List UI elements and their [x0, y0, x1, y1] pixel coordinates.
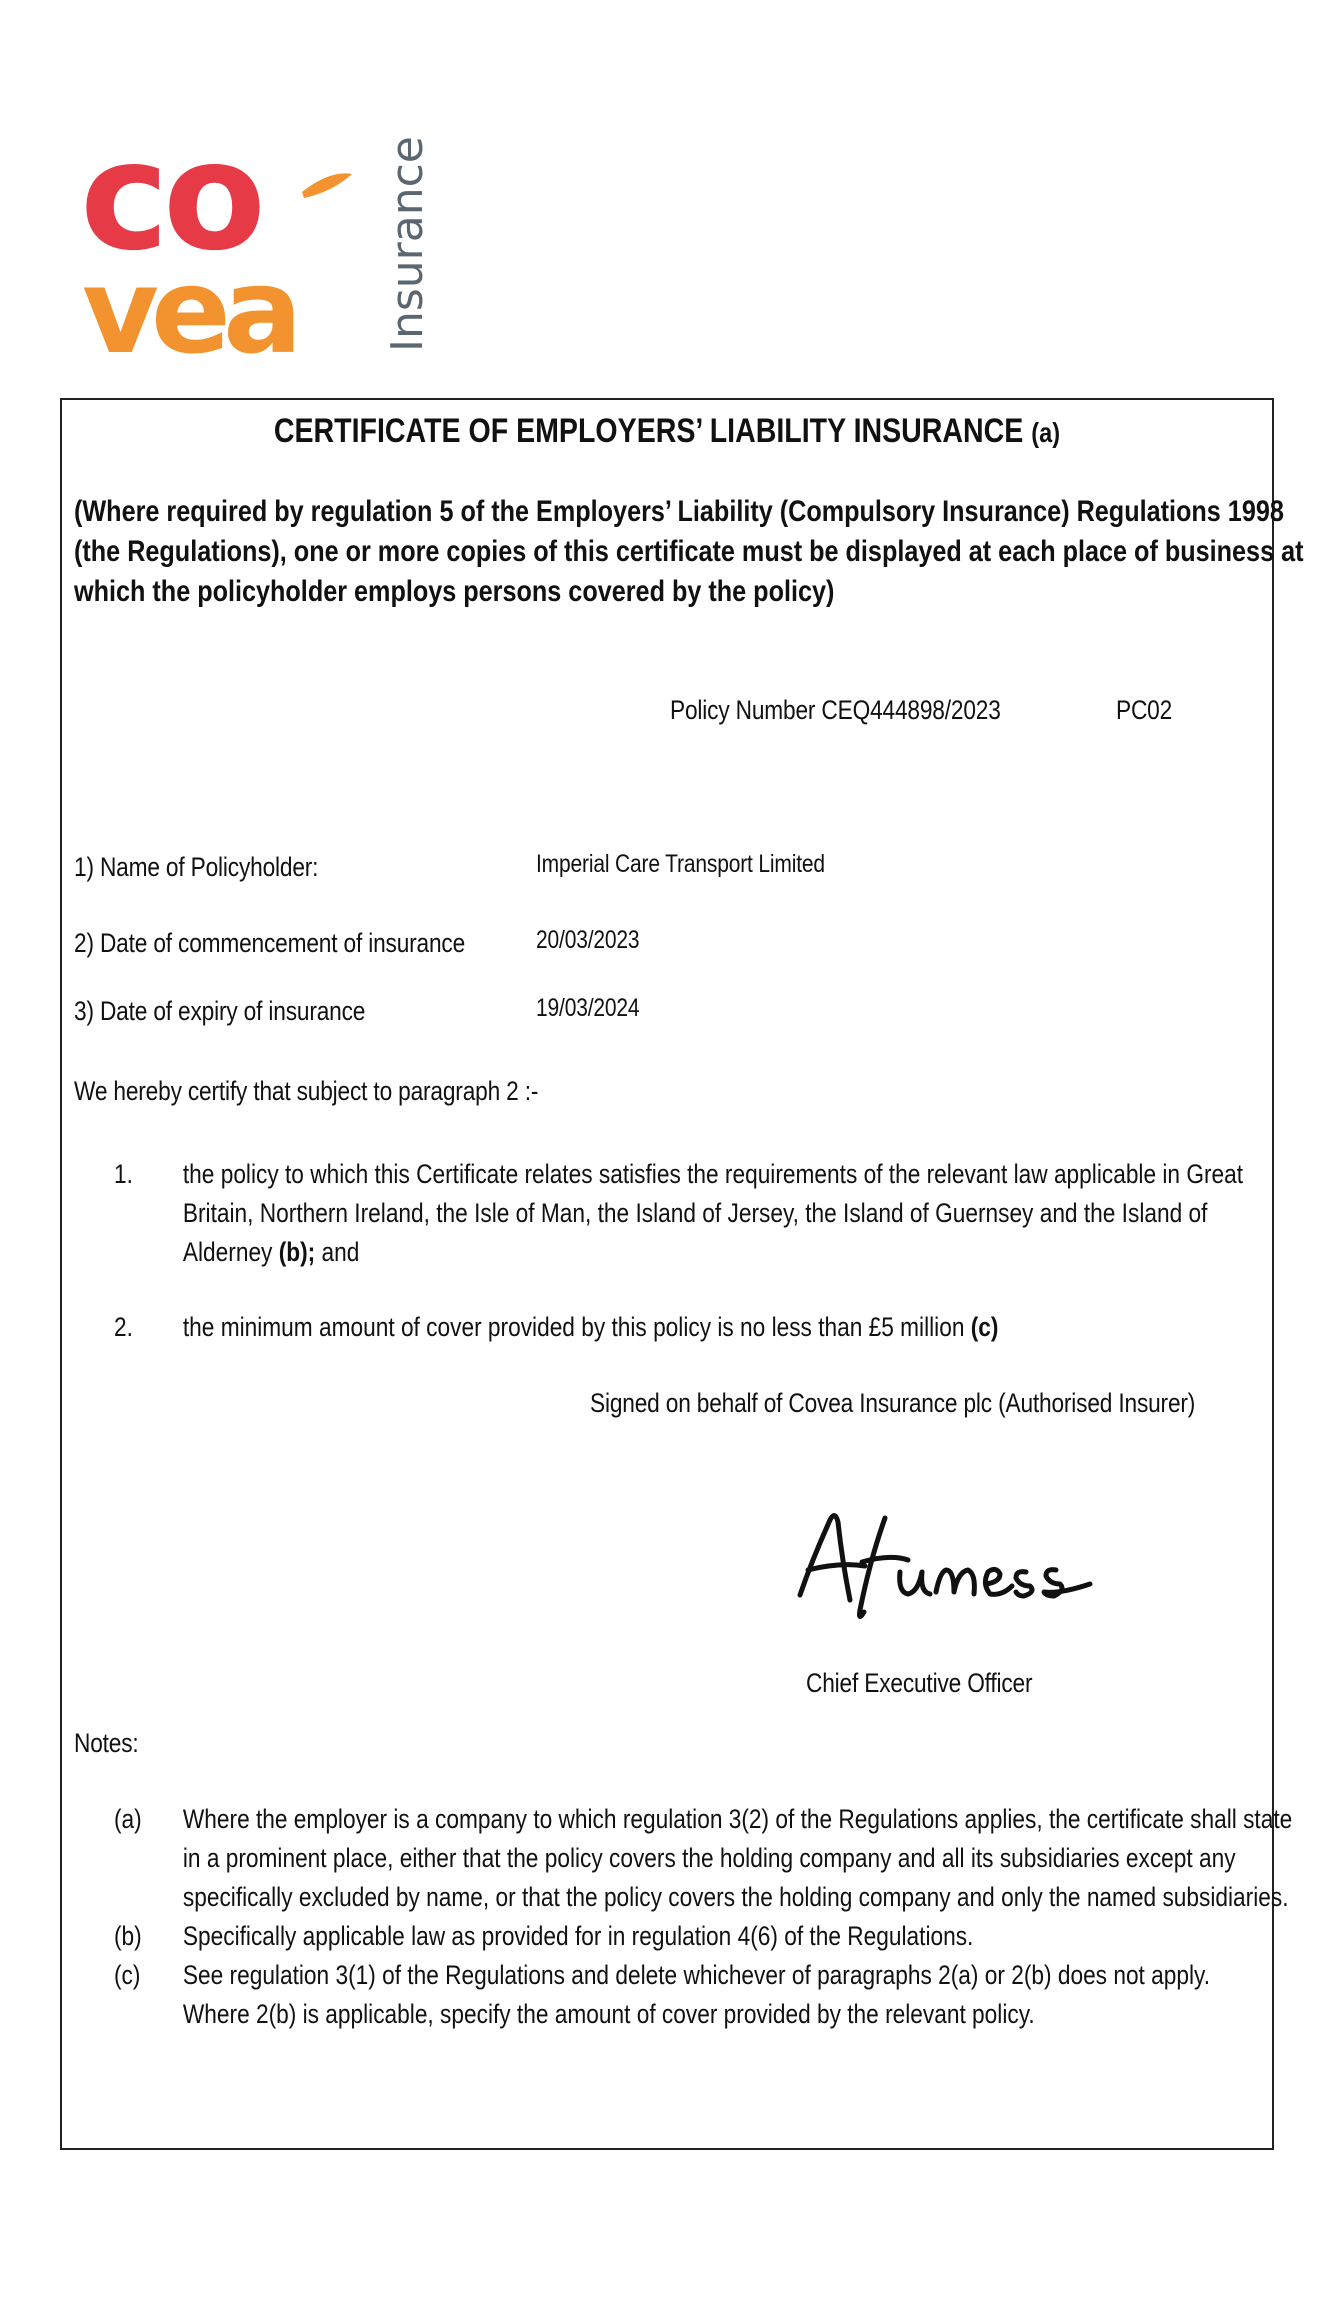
policy-number-label: Policy Number — [670, 695, 816, 725]
item-number: 2. — [114, 1312, 133, 1342]
item-line: Alderney (b); and — [182, 1237, 360, 1267]
item-line: the minimum amount of cover provided by this policy is no less than £5 million (c) — [182, 1312, 999, 1342]
covea-insurance-logo — [80, 130, 440, 360]
note-line: Where the employer is a company to which regulation 3(2) of the Regulations applies, the certificate shall state — [182, 1804, 1293, 1834]
notes-heading: Notes: — [74, 1728, 139, 1758]
certificate-frame — [60, 398, 1304, 2150]
item-line: the policy to which this Certificate relates satisfies the requirements of the relevant law applicable in Great — [182, 1159, 1244, 1189]
certificate-title — [62, 412, 1272, 451]
certify-statement: We hereby certify that subject to paragraph 2 :- — [74, 1076, 539, 1106]
field-label-policyholder: 1) Name of Policyholder: — [74, 852, 319, 882]
logo-accent-mark — [302, 173, 352, 198]
note-line: specifically excluded by name, or that the policy covers the holding company and only the named subsidiaries. — [182, 1882, 1289, 1912]
item-line: Britain, Northern Ireland, the Isle of Man, the Island of Jersey, the Island of Guernsey and the Island of — [182, 1198, 1208, 1228]
signed-on-behalf: Signed on behalf of Covea Insurance plc (Authorised Insurer) — [590, 1388, 1196, 1418]
intro-line: (Where required by regulation 5 of the Employers’ Liability (Compulsory Insurance) Regulations 1998 — [74, 495, 1284, 528]
logo-insurance-text: Insurance — [382, 136, 433, 352]
note-label: (b) — [114, 1921, 142, 1951]
logo-co-text: co — [80, 130, 260, 284]
field-value-commencement: 20/03/2023 — [536, 926, 640, 954]
note-line: See regulation 3(1) of the Regulations and delete whichever of paragraphs 2(a) or 2(b) does not apply. — [182, 1960, 1211, 1990]
signatory-title: Chief Executive Officer — [806, 1668, 1033, 1698]
field-label-expiry: 3) Date of expiry of insurance — [74, 996, 366, 1026]
item-number: 1. — [114, 1159, 133, 1189]
intro-line: (the Regulations), one or more copies of this certificate must be displayed at each place of business at — [74, 535, 1304, 568]
intro-line: which the policyholder employs persons covered by the policy) — [74, 575, 835, 608]
handwritten-signature — [790, 1500, 1120, 1630]
note-line: Specifically applicable law as provided for in regulation 4(6) of the Regulations. — [182, 1921, 974, 1951]
note-label: (c) — [114, 1960, 141, 1990]
logo-vea-text: vea — [82, 242, 295, 360]
note-line: Where 2(b) is applicable, specify the amount of cover provided by the relevant policy. — [182, 1999, 1035, 2029]
policy-number-row — [670, 695, 1001, 726]
note-label: (a) — [114, 1804, 142, 1834]
policy-code: PC02 — [1116, 695, 1173, 725]
policy-number-value: CEQ444898/2023 — [821, 695, 1001, 725]
field-value-expiry: 19/03/2024 — [536, 994, 640, 1022]
certificate-title-text: CERTIFICATE OF EMPLOYERS’ LIABILITY INSURANCE — [273, 412, 1024, 450]
field-label-commencement: 2) Date of commencement of insurance — [74, 928, 466, 958]
item-reference-c: (c) — [970, 1312, 999, 1342]
item-reference-b: (b); — [278, 1237, 316, 1267]
certificate-title-tag: (a) — [1031, 417, 1061, 448]
certificate-intro — [74, 492, 1304, 612]
note-line: in a prominent place, either that the policy covers the holding company and all its subsidiaries except any — [182, 1843, 1236, 1873]
field-value-policyholder: Imperial Care Transport Limited — [536, 850, 825, 878]
